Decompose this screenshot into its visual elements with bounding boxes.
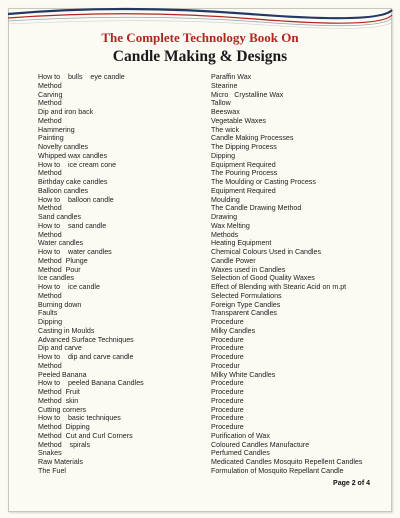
contents-item: Method Dipping: [38, 423, 90, 431]
contents-item: Procedure: [211, 405, 244, 414]
contents-item: The Candle Drawing Method: [211, 204, 302, 213]
contents-item: Whipped wax candles: [38, 151, 108, 160]
contents-item: Paraffin Wax: [211, 73, 252, 81]
contents-item: Method spirals: [38, 440, 91, 449]
contents-item: Snakes: [38, 449, 62, 458]
contents-item: Method: [38, 291, 62, 300]
contents-item: Method Cut and Curl Corners: [38, 431, 133, 440]
contents-item: Milky Candles: [211, 326, 256, 335]
contents-item: Procedure: [211, 318, 244, 326]
contents-item: The wick: [211, 125, 239, 134]
contents-item: The Pouring Process: [211, 169, 278, 178]
contents-item: Dipping: [211, 151, 236, 160]
document-header: [0, 30, 400, 66]
contents-item: Tallow: [211, 99, 231, 108]
contents-item: Raw Materials: [38, 458, 83, 466]
contents-item: Advanced Surface Techniques: [38, 335, 134, 344]
contents-item: Selection of Good Quality Waxes: [211, 274, 315, 283]
contents-item: How to sand candle: [38, 221, 107, 230]
contents-item: Dip and carve: [38, 344, 82, 353]
contents-item: How to basic techniques: [38, 414, 121, 423]
contents-item: Method: [38, 204, 62, 213]
contents-item: Candle Power: [211, 256, 256, 265]
contents-item: Method Pour: [38, 265, 81, 274]
contents-item: Chemical Colours Used in Candles: [211, 248, 322, 256]
contents-item: Equipment Required: [211, 186, 276, 195]
contents-item: Procedure: [211, 388, 244, 396]
contents-item: Method: [38, 99, 62, 108]
contents-item: Foreign Type Candles: [211, 300, 281, 309]
contents-item: How to ice candle: [38, 283, 100, 291]
contents-left-column: [38, 73, 203, 476]
contents-item: Method: [38, 116, 62, 125]
contents-item: Procedure: [211, 335, 244, 344]
contents-item: Purification of Wax: [211, 431, 270, 440]
contents-item: Method Plunge: [38, 256, 88, 265]
contents-item: Effect of Blending with Stearic Acid on m.pt: [211, 283, 347, 291]
contents-item: Vegetable Waxes: [211, 116, 266, 125]
contents-item: Method Fruit: [38, 388, 80, 396]
contents-item: Method: [38, 81, 62, 90]
contents-item: Methods: [211, 230, 239, 239]
contents-item: How to bulls eye candle: [38, 73, 125, 81]
contents-item: Method skin: [38, 396, 79, 405]
contents-item: Ice candles: [38, 274, 74, 283]
contents-item: Method: [38, 169, 62, 178]
contents-item: Peeled Banana: [38, 370, 87, 379]
contents-item: Candle Making Processes: [211, 134, 294, 143]
contents-item: How to peeled Banana Candles: [38, 379, 144, 388]
contents-item: Stearine: [211, 81, 238, 90]
contents-item: Perfumed Candles: [211, 449, 270, 458]
contents-item: Procedure: [211, 423, 244, 431]
contents-item: Carving: [38, 90, 63, 99]
contents-item: Cutting corners: [38, 405, 87, 414]
contents-item: The Moulding or Casting Process: [211, 178, 316, 186]
contents-item: Heating Equipment: [211, 239, 272, 248]
contents-item: Casting in Moulds: [38, 326, 95, 335]
contents-item: Procedure: [211, 353, 244, 361]
contents-item: Water candles: [38, 239, 84, 248]
contents-item: Procedure: [211, 344, 244, 353]
contents-item: Procedur: [211, 361, 240, 370]
contents-item: Wax Melting: [211, 221, 250, 230]
contents-item: Selected Formulations: [211, 291, 282, 300]
contents-item: How to water candles: [38, 248, 112, 256]
contents-item: Dipping: [38, 318, 63, 326]
contents-right-column: [211, 73, 391, 476]
contents-item: How to ice cream cone: [38, 160, 117, 169]
contents-item: Procedure: [211, 396, 244, 405]
contents-item: Medicated Candles Mosquito Repellent Candles: [211, 458, 363, 466]
contents-item: Balloon candles: [38, 186, 89, 195]
contents-item: How to dip and carve candle: [38, 353, 134, 361]
contents-item: Drawing: [211, 213, 238, 221]
contents-item: Equipment Required: [211, 160, 276, 169]
contents-item: Method: [38, 230, 62, 239]
contents-item: The Dipping Process: [211, 143, 277, 151]
contents-item: Burning down: [38, 300, 82, 309]
contents-item: Formulation of Mosquito Repellant Candle: [211, 466, 344, 475]
contents-item: Procedure: [211, 414, 244, 423]
contents-item: Coloured Candles Manufacture: [211, 440, 310, 449]
contents-item: Hammering: [38, 125, 75, 134]
contents-item: Transparent Candles: [211, 309, 277, 318]
contents-item: Moulding: [211, 195, 240, 204]
contents-item: Beeswax: [211, 108, 240, 116]
contents-item: Micro Crystalline Wax: [211, 90, 284, 99]
contents-item: Novelty candles: [38, 143, 89, 151]
contents-item: Sand candles: [38, 213, 81, 221]
contents-item: Milky White Candles: [211, 370, 276, 379]
contents-item: Waxes used in Candles: [211, 265, 286, 274]
header-subtitle: The Complete Technology Book On: [101, 30, 299, 45]
contents-item: Faults: [38, 309, 58, 318]
contents-item: The Fuel: [38, 466, 66, 475]
contents-item: Method: [38, 361, 62, 370]
contents-item: Birthday cake candles: [38, 178, 108, 186]
book-title: Candle Making & Designs: [112, 48, 288, 65]
page-number: Page 2 of 4: [333, 480, 370, 487]
contents-item: Painting: [38, 134, 64, 143]
contents-item: How to balloon candle: [38, 195, 114, 204]
contents-item: Procedure: [211, 379, 244, 388]
contents-item: Dip and iron back: [38, 108, 94, 116]
